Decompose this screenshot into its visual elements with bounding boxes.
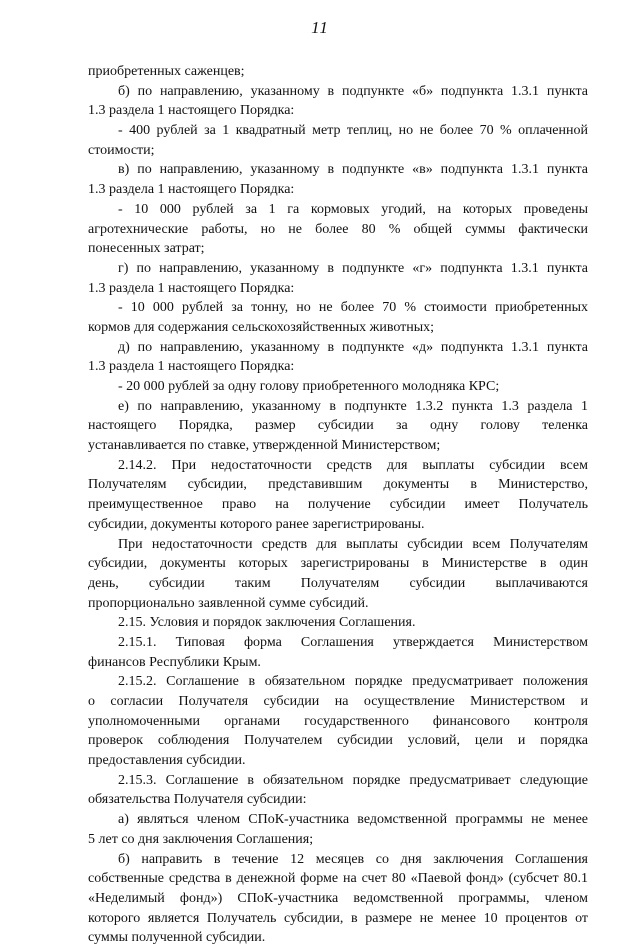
text-line: 2.15.2. Соглашение в обязательном порядке предусматривает положения (118, 674, 588, 690)
text-line: - 20 000 рублей за одну голову приобретенного молодняка КРС; (118, 379, 500, 394)
text-line: - 10 000 рублей за 1 га кормовых угодий, на которых проведены (118, 201, 588, 217)
text-line: преимущественное право на получение субсидии имеет Получатель (88, 497, 588, 513)
text-line: обязательства Получателя субсидии: (88, 792, 307, 808)
text-line: в) по направлению, указанному в подпункте «в» подпункта 1.3.1 пункта (118, 162, 588, 178)
text-line: г) по направлению, указанному в подпункте «г» подпункта 1.3.1 пункта (118, 260, 588, 276)
text-line: 2.15.3. Соглашение в обязательном порядке предусматривает следующие (118, 772, 588, 788)
text-line: д) по направлению, указанному в подпункте «д» подпункта 1.3.1 пункта (118, 339, 588, 355)
text-line: настоящего Порядка, размер субсидии за одну голову теленка (88, 418, 588, 434)
text-line: приобретенных саженцев; (88, 64, 245, 79)
text-line: суммы полученной субсидии. (88, 930, 266, 946)
text-line: - 400 рублей за 1 квадратный метр теплиц, но не более 70 % оплаченной (118, 123, 588, 139)
text-line: пропорционально заявленной сумме субсидий. (88, 595, 369, 611)
text-line: проверок соблюдения Получателем субсидии условий, цели и порядка (88, 733, 588, 749)
text-line: 2.14.2. При недостаточности средств для выплаты субсидии всем (118, 457, 588, 473)
text-line: которого является Получатель субсидии, в размере не менее 10 процентов от (88, 910, 588, 926)
text-line: стоимости; (88, 142, 155, 158)
text-line: Получателям субсидии, представившим документы в Министерство, (88, 477, 588, 493)
text-line: субсидии, документы которых зарегистрированы в Министерстве в один (88, 556, 588, 572)
text-line: предоставления субсидии. (88, 753, 246, 769)
text-line: При недостаточности средств для выплаты субсидии всем Получателям (118, 536, 588, 552)
text-line: агротехнические работы, но не более 80 % общей суммы фактически (88, 221, 588, 237)
text-line: 1.3 раздела 1 настоящего Порядка: (88, 280, 295, 296)
page-number: 11 (311, 18, 329, 37)
text-line: понесенных затрат; (88, 241, 205, 257)
text-line: а) являться членом СПоК-участника ведомственной программы не менее (118, 812, 588, 828)
text-line: е) по направлению, указанному в подпункте 1.3.2 пункта 1.3 раздела 1 (118, 398, 588, 414)
text-line: б) по направлению, указанному в подпункте «б» подпункта 1.3.1 пункта (118, 83, 588, 99)
text-line: о согласии Получателя субсидии на осуществление Министерством и (88, 694, 588, 709)
text-line: собственные средства в денежной форме на счет 80 «Паевой фонд» (субсчет 80.1 (88, 871, 588, 887)
text-line: устанавливается по ставке, утвержденной Министерством; (88, 438, 441, 454)
text-line: 1.3 раздела 1 настоящего Порядка: (88, 103, 295, 119)
text-line: 1.3 раздела 1 настоящего Порядка: (88, 359, 295, 375)
text-line: «Неделимый фонд») СПоК-участника ведомственной программы, членом (88, 890, 588, 906)
text-line: 2.15. Условия и порядок заключения Соглашения. (118, 615, 416, 631)
text-line: субсидии, документы которого ранее зарегистрированы. (88, 516, 425, 532)
text-line: 2.15.1. Типовая форма Соглашения утверждается Министерством (118, 634, 588, 650)
text-line: б) направить в течение 12 месяцев со дня заключения Соглашения (118, 851, 588, 867)
text-line: 5 лет со дня заключения Соглашения; (88, 831, 314, 847)
text-line: - 10 000 рублей за тонну, но не более 70 % стоимости приобретенных (118, 300, 588, 316)
text-line: финансов Республики Крым. (88, 654, 261, 670)
text-line: уполномоченными органами государственного финансового контроля (88, 713, 588, 729)
document-body (88, 62, 588, 948)
text-line: кормов для содержания сельскохозяйственных животных; (88, 319, 435, 335)
text-line: день, субсидии таким Получателям субсидии выплачиваются (88, 575, 588, 591)
text-line: 1.3 раздела 1 настоящего Порядка: (88, 182, 295, 198)
